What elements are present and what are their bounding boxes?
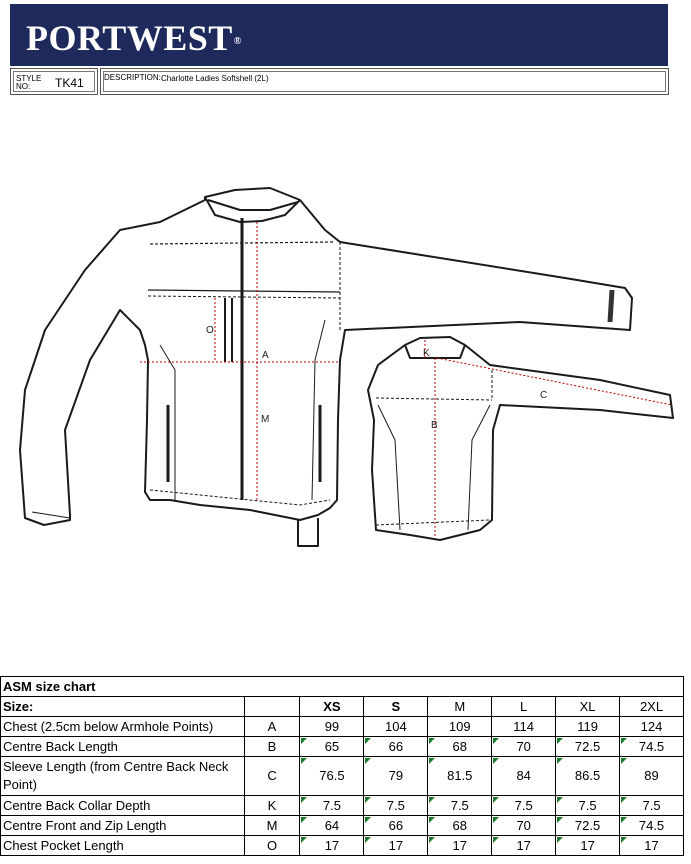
- cell-value: 72.5: [556, 737, 620, 757]
- row-code: C: [244, 757, 300, 796]
- cell-value: 17: [364, 836, 428, 856]
- table-row: [1, 816, 684, 836]
- label-o: O: [206, 325, 214, 336]
- size-header-2xl: 2XL: [620, 697, 684, 717]
- cell-value: 72.5: [556, 816, 620, 836]
- cell-value: 124: [620, 717, 684, 737]
- cell-value: 104: [364, 717, 428, 737]
- table-row: [1, 717, 684, 737]
- style-label: STYLE NO:: [16, 74, 42, 91]
- cell-value: 7.5: [300, 796, 364, 816]
- cell-value: 70: [492, 737, 556, 757]
- cell-value: 79: [364, 757, 428, 796]
- brand-logo: PORTWEST®: [26, 18, 242, 58]
- cell-value: 86.5: [556, 757, 620, 796]
- row-name: Centre Back Length: [1, 737, 245, 757]
- row-name: Centre Back Collar Depth: [1, 796, 245, 816]
- cell-value: 70: [492, 816, 556, 836]
- back-jacket-outline: [368, 337, 673, 540]
- label-b: B: [431, 420, 438, 431]
- cell-value: 109: [428, 717, 492, 737]
- cell-value: 74.5: [620, 737, 684, 757]
- cell-value: 68: [428, 737, 492, 757]
- cell-value: 17: [428, 836, 492, 856]
- cell-value: 84: [492, 757, 556, 796]
- row-code: B: [244, 737, 300, 757]
- label-k: K: [423, 348, 430, 359]
- cell-value: 7.5: [492, 796, 556, 816]
- cell-value: 81.5: [428, 757, 492, 796]
- size-chart-table: [0, 676, 684, 856]
- cell-value: 65: [300, 737, 364, 757]
- description-text: Charlotte Ladies Softshell (2L): [161, 74, 269, 83]
- cell-value: 66: [364, 816, 428, 836]
- row-code: O: [244, 836, 300, 856]
- size-header-m: M: [428, 697, 492, 717]
- cell-value: 7.5: [556, 796, 620, 816]
- cell-value: 17: [492, 836, 556, 856]
- row-name: Chest (2.5cm below Armhole Points): [1, 717, 245, 737]
- cell-value: 17: [620, 836, 684, 856]
- label-c: C: [540, 390, 548, 401]
- table-header-row: [1, 697, 684, 717]
- size-header-xs: XS: [300, 697, 364, 717]
- cell-value: 89: [620, 757, 684, 796]
- table-row: [1, 737, 684, 757]
- table-row: [1, 796, 684, 816]
- front-jacket-outline: [20, 188, 632, 525]
- label-m: M: [261, 414, 270, 425]
- row-name: Centre Front and Zip Length: [1, 816, 245, 836]
- description-label: DESCRIPTION:: [104, 73, 161, 82]
- cell-value: 114: [492, 717, 556, 737]
- table-row: [1, 757, 684, 796]
- cell-value: 119: [556, 717, 620, 737]
- table-title-row: [1, 677, 684, 697]
- cell-value: 74.5: [620, 816, 684, 836]
- measure-line-c: [437, 358, 672, 405]
- style-number: TK41: [55, 76, 84, 90]
- cell-value: 7.5: [620, 796, 684, 816]
- row-code: M: [244, 816, 300, 836]
- cell-value: 7.5: [428, 796, 492, 816]
- cell-value: 99: [300, 717, 364, 737]
- cell-value: 68: [428, 816, 492, 836]
- label-a: A: [262, 350, 269, 361]
- row-name: Chest Pocket Length: [1, 836, 245, 856]
- size-header-xl: XL: [556, 697, 620, 717]
- cell-value: 17: [556, 836, 620, 856]
- cell-value: 76.5: [300, 757, 364, 796]
- size-header-label: Size:: [1, 697, 245, 717]
- size-header-l: L: [492, 697, 556, 717]
- size-chart-title: ASM size chart: [1, 677, 684, 697]
- row-code: K: [244, 796, 300, 816]
- table-row: [1, 836, 684, 856]
- cell-value: 66: [364, 737, 428, 757]
- cell-value: 64: [300, 816, 364, 836]
- row-name: Sleeve Length (from Centre Back Neck Point): [1, 757, 245, 796]
- cell-value: 17: [300, 836, 364, 856]
- row-code: A: [244, 717, 300, 737]
- cell-value: 7.5: [364, 796, 428, 816]
- size-header-s: S: [364, 697, 428, 717]
